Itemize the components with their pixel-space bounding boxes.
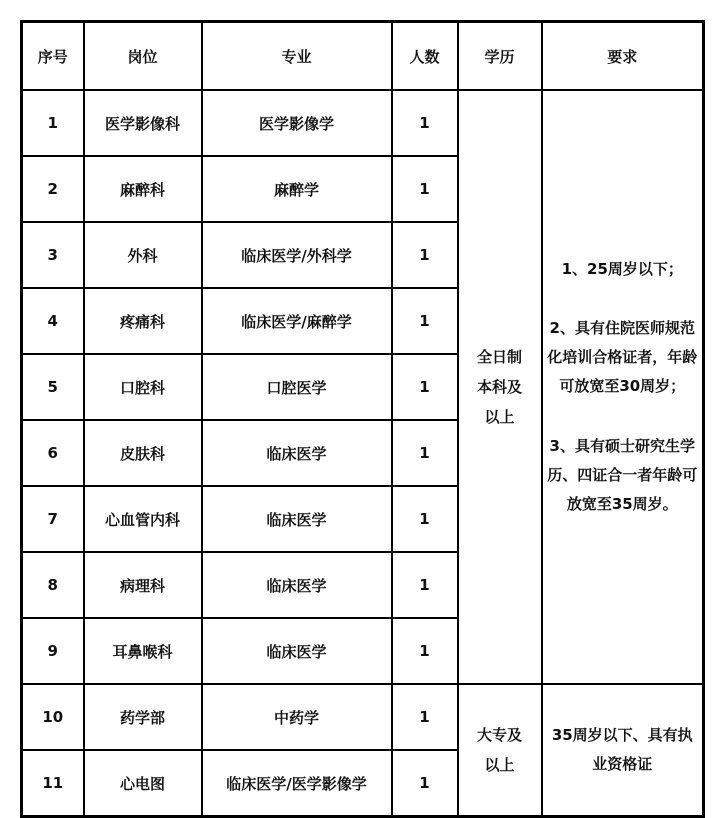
row-8-count: 1 xyxy=(392,552,458,618)
table-row xyxy=(22,684,704,750)
row-1-major: 医学影像学 xyxy=(202,90,392,156)
row-4-major: 临床医学/麻醉学 xyxy=(202,288,392,354)
row-9-count: 1 xyxy=(392,618,458,684)
row-4-no: 4 xyxy=(22,288,84,354)
row-3-post: 外科 xyxy=(84,222,202,288)
requirement-item: 35周岁以下、具有执业资格证 xyxy=(551,725,693,773)
education-group-1-cell xyxy=(458,90,542,684)
header-post: 岗位 xyxy=(84,22,202,91)
education-group-2-cell xyxy=(458,684,542,817)
row-7-no: 7 xyxy=(22,486,84,552)
row-10-major: 中药学 xyxy=(202,684,392,750)
row-2-count: 1 xyxy=(392,156,458,222)
row-2-major: 麻醉学 xyxy=(202,156,392,222)
row-10-post: 药学部 xyxy=(84,684,202,750)
row-3-major: 临床医学/外科学 xyxy=(202,222,392,288)
header-no: 序号 xyxy=(22,22,84,91)
header-major: 专业 xyxy=(202,22,392,91)
row-8-post: 病理科 xyxy=(84,552,202,618)
row-8-major: 临床医学 xyxy=(202,552,392,618)
row-10-no: 10 xyxy=(22,684,84,750)
row-2-no: 2 xyxy=(22,156,84,222)
requirement-group-1-cell xyxy=(542,90,704,684)
education-line: 大专及 xyxy=(476,726,522,744)
row-6-post: 皮肤科 xyxy=(84,420,202,486)
row-3-count: 1 xyxy=(392,222,458,288)
row-4-post: 疼痛科 xyxy=(84,288,202,354)
education-line: 本科及 xyxy=(476,378,522,396)
row-9-post: 耳鼻喉科 xyxy=(84,618,202,684)
education-line: 以上 xyxy=(484,756,515,774)
table-row xyxy=(22,90,704,156)
requirement-item-1: 1、25周岁以下； xyxy=(561,259,683,278)
row-7-count: 1 xyxy=(392,486,458,552)
requirement-item-2: 2、具有住院医师规范化培训合格证者，年龄可放宽至30周岁； xyxy=(547,318,698,396)
row-3-no: 3 xyxy=(22,222,84,288)
requirement-item-3: 3、具有硕士研究生学历、四证合一者年龄可放宽至35周岁。 xyxy=(547,436,698,514)
row-4-count: 1 xyxy=(392,288,458,354)
row-8-no: 8 xyxy=(22,552,84,618)
row-9-no: 9 xyxy=(22,618,84,684)
education-line: 全日制 xyxy=(476,348,522,366)
row-1-post: 医学影像科 xyxy=(84,90,202,156)
header-row xyxy=(22,22,704,91)
requirement-group-2-cell xyxy=(542,684,704,817)
row-10-count: 1 xyxy=(392,684,458,750)
row-1-no: 1 xyxy=(22,90,84,156)
row-1-count: 1 xyxy=(392,90,458,156)
row-7-major: 临床医学 xyxy=(202,486,392,552)
header-requirement: 要求 xyxy=(542,22,704,91)
row-7-post: 心血管内科 xyxy=(84,486,202,552)
recruitment-table xyxy=(20,20,705,818)
row-11-no: 11 xyxy=(22,750,84,817)
row-6-count: 1 xyxy=(392,420,458,486)
row-9-major: 临床医学 xyxy=(202,618,392,684)
row-11-post: 心电图 xyxy=(84,750,202,817)
row-6-major: 临床医学 xyxy=(202,420,392,486)
row-5-major: 口腔医学 xyxy=(202,354,392,420)
row-5-no: 5 xyxy=(22,354,84,420)
row-2-post: 麻醉科 xyxy=(84,156,202,222)
header-education: 学历 xyxy=(458,22,542,91)
row-5-count: 1 xyxy=(392,354,458,420)
row-11-count: 1 xyxy=(392,750,458,817)
header-count: 人数 xyxy=(392,22,458,91)
row-5-post: 口腔科 xyxy=(84,354,202,420)
row-11-major: 临床医学/医学影像学 xyxy=(202,750,392,817)
recruitment-table-wrapper xyxy=(20,20,705,818)
row-6-no: 6 xyxy=(22,420,84,486)
education-line: 以上 xyxy=(484,408,515,426)
